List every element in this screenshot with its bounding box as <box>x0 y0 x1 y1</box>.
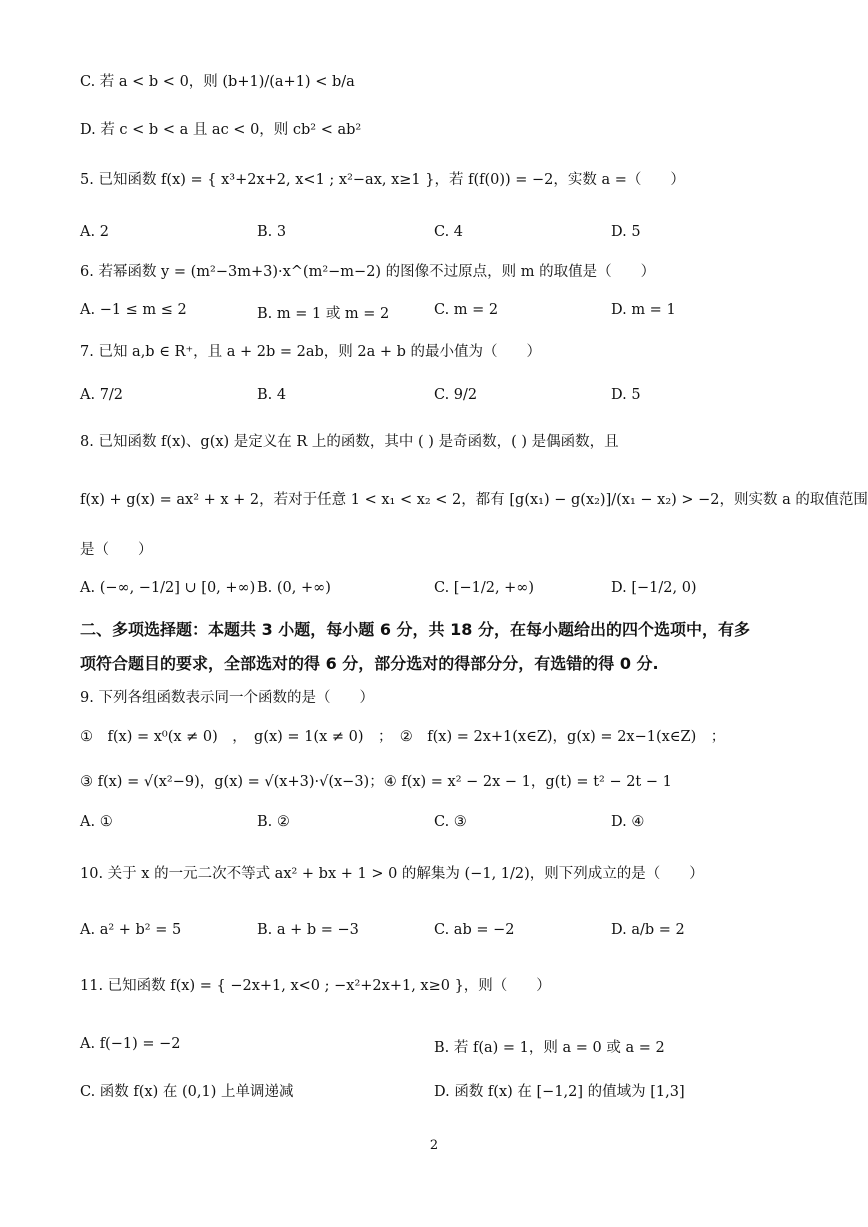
answer-option-q10C: C. ab = −2 <box>434 922 515 938</box>
answer-option-q10A: A. a² + b² = 5 <box>80 922 182 938</box>
answer-option-q6D: D. m = 1 <box>611 302 676 318</box>
question-line-sec2a: 二、多项选择题：本题共 3 小题，每小题 6 分，共 18 分，在每小题给出的四个选项中，有多 <box>80 620 750 639</box>
question-line-q11: 11. 已知函数 f(x) = { −2x+1, x<0 ; −x²+2x+1, x≥0 }，则（ ） <box>80 978 551 994</box>
answer-option-q10B: B. a + b = −3 <box>257 922 359 938</box>
answer-option-q5D: D. 5 <box>611 224 641 240</box>
answer-option-q11D: D. 函数 f(x) 在 [−1,2] 的值域为 [1,3] <box>434 1084 685 1100</box>
answer-option-q9D: D. ④ <box>611 814 645 830</box>
question-line-q10: 10. 关于 x 的一元二次不等式 ax² + bx + 1 > 0 的解集为 (−1, 1/2)，则下列成立的是（ ） <box>80 866 704 882</box>
answer-option-q9A: A. ① <box>80 814 113 830</box>
question-line-q6: 6. 若幂函数 y = (m²−3m+3)·x^(m²−m−2) 的图像不过原点，则 m 的取值是（ ） <box>80 264 656 280</box>
answer-option-q7B: B. 4 <box>257 387 287 403</box>
answer-option-q8C: C. [−1/2, +∞) <box>434 580 535 596</box>
answer-option-q8D: D. [−1/2, 0) <box>611 580 697 596</box>
answer-option-q8A: A. (−∞, −1/2] ∪ [0, +∞) <box>80 580 256 596</box>
question-line-q9a: ① f(x) = x⁰(x ≠ 0) ， g(x) = 1(x ≠ 0) ； ② f(x) = 2x+1(x∈Z)，g(x) = 2x−1(x∈Z) ； <box>80 729 726 745</box>
answer-option-q5B: B. 3 <box>257 224 287 240</box>
question-line-sec2b: 项符合题目的要求，全部选对的得 6 分，部分选对的得部分分，有选错的得 0 分. <box>80 654 659 673</box>
answer-option-q9B: B. ② <box>257 814 290 830</box>
question-line-d_opt_top: D. 若 c < b < a 且 ac < 0，则 cb² < ab² <box>80 122 362 138</box>
question-line-q8b: f(x) + g(x) = ax² + x + 2，若对于任意 1 < x₁ < x₂ < 2，都有 [g(x₁) − g(x₂)]/(x₁ − x₂) > −2，则实数 a 的取值范围 <box>80 492 868 508</box>
answer-option-q8B: B. (0, +∞) <box>257 580 331 596</box>
page-number: 2 <box>429 1138 439 1153</box>
answer-option-q6B: B. m = 1 或 m = 2 <box>257 306 390 322</box>
question-line-q8a: 8. 已知函数 f(x)、g(x) 是定义在 R 上的函数，其中 ( ) 是奇函数，( ) 是偶函数，且 <box>80 434 619 450</box>
answer-option-q5C: C. 4 <box>434 224 464 240</box>
answer-option-q11C: C. 函数 f(x) 在 (0,1) 上单调递减 <box>80 1084 294 1100</box>
answer-option-q7C: C. 9/2 <box>434 387 478 403</box>
answer-option-q6A: A. −1 ≤ m ≤ 2 <box>80 302 187 318</box>
answer-option-q5A: A. 2 <box>80 224 109 240</box>
question-line-c_opt_top: C. 若 a < b < 0，则 (b+1)/(a+1) < b/a <box>80 74 355 90</box>
question-line-q5: 5. 已知函数 f(x) = { x³+2x+2, x<1 ; x²−ax, x≥1 }，若 f(f(0)) = −2，实数 a =（ ） <box>80 172 685 188</box>
answer-option-q9C: C. ③ <box>434 814 467 830</box>
answer-option-q11B: B. 若 f(a) = 1，则 a = 0 或 a = 2 <box>434 1040 665 1056</box>
question-line-q9b: ③ f(x) = √(x²−9)，g(x) = √(x+3)·√(x−3)；④ f(x) = x² − 2x − 1，g(t) = t² − 2t − 1 <box>80 774 672 790</box>
answer-option-q7D: D. 5 <box>611 387 641 403</box>
question-line-q7: 7. 已知 a,b ∈ R⁺，且 a + 2b = 2ab，则 2a + b 的最小值为（ ） <box>80 344 541 360</box>
question-line-q8c: 是（ ） <box>80 542 153 558</box>
answer-option-q11A: A. f(−1) = −2 <box>80 1036 181 1052</box>
answer-option-q10D: D. a/b = 2 <box>611 922 685 938</box>
answer-option-q6C: C. m = 2 <box>434 302 499 318</box>
question-line-q9: 9. 下列各组函数表示同一个函数的是（ ） <box>80 690 374 706</box>
answer-option-q7A: A. 7/2 <box>80 387 124 403</box>
